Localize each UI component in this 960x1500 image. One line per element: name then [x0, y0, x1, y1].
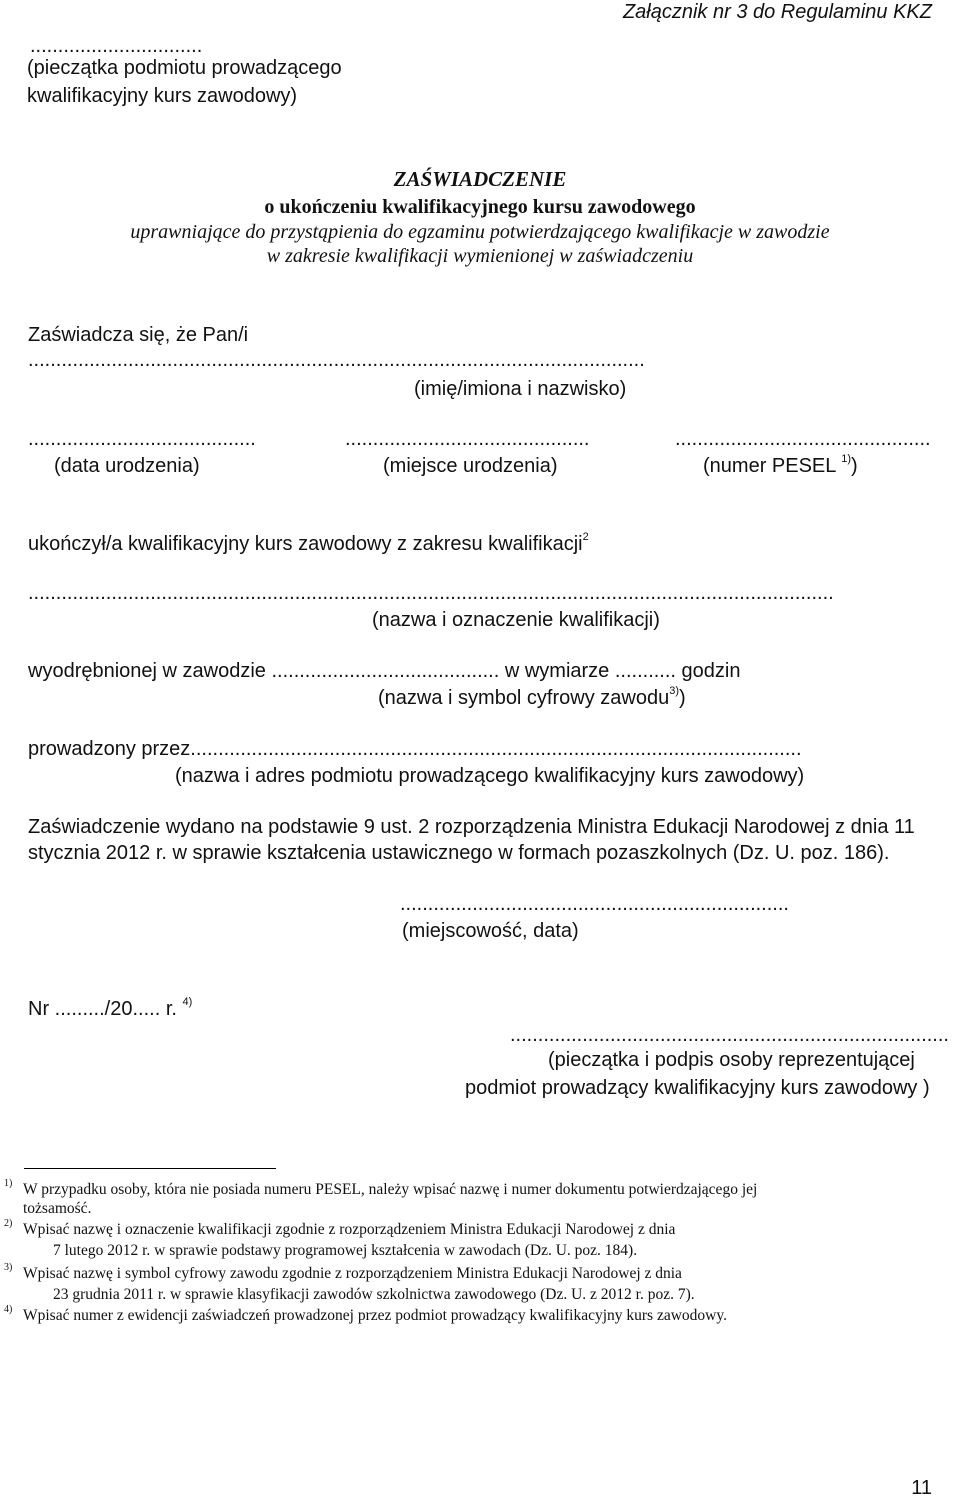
footnote-ref-2: 2: [582, 531, 589, 544]
footnote-4-mark: 4): [4, 1304, 13, 1315]
signature-dots: ...............................................................................: [510, 1024, 949, 1046]
legal-basis-line2: stycznia 2012 r. w sprawie kształcenia ustawicznego w formach pozaszkolnych (Dz. U. poz. 186).: [28, 842, 890, 864]
name-dots: ...............................................................................................................: [28, 349, 645, 371]
qualification-dots: .................................................................................................................................................: [28, 582, 834, 604]
qualification-caption: (nazwa i oznaczenie kwalifikacji): [372, 609, 660, 631]
footnote-separator: [24, 1168, 276, 1169]
certificate-number: Nr ........./20..... r. $^{4)}$: [28, 996, 193, 1020]
stamp-caption-line1: (pieczątka podmiotu prowadzącego: [27, 57, 342, 79]
footnote-1-text-line1: W przypadku osoby, która nie posiada numeru PESEL, należy wpisać nazwę i numer dokumentu potwierdzającego jej: [23, 1181, 758, 1198]
footnote-2-text-line2: 7 lutego 2012 r. w sprawie podstawy programowej kształcenia w zawodach (Dz. U. poz. 184).: [53, 1242, 638, 1259]
footnote-3-mark: 3): [4, 1262, 13, 1273]
stamp-caption-line2: kwalifikacyjny kurs zawodowy): [27, 85, 298, 107]
pob-dots: ............................................: [345, 428, 590, 450]
footnote-3-text-line1: Wpisać nazwę i symbol cyfrowy zawodu zgodnie z rozporządzeniem Ministra Edukacji Narodowej z dnia: [23, 1265, 682, 1282]
footnote-1-text-line2: tożsamość.: [23, 1200, 92, 1217]
stamp-placeholder-dots: ...............................: [30, 35, 203, 57]
footnote-3-text-line2: 23 grudnia 2011 r. w sprawie klasyfikacji zawodów szkolnictwa zawodowego (Dz. U. z 2012 r. poz. 7).: [53, 1286, 695, 1303]
footnote-2-mark: 2): [4, 1218, 13, 1229]
pesel-caption: (numer PESEL $^{1)}$): [703, 453, 858, 477]
conducted-by-line: prowadzony przez..............................................................................................................: [28, 738, 802, 760]
document-subtitle: o ukończeniu kwalifikacyjnego kursu zawodowego: [264, 196, 696, 218]
footnote-ref-1: 1): [841, 453, 851, 466]
footnote-1-mark: 1): [4, 1178, 13, 1189]
page-number: 11: [911, 1477, 932, 1499]
place-date-caption: (miejscowość, data): [402, 920, 579, 942]
course-completed-line: ukończył/a kwalifikacyjny kurs zawodowy z zakresu kwalifikacji$^2$: [28, 531, 589, 555]
document-subtitle-line4: w zakresie kwalifikacji wymienionej w zaświadczeniu: [266, 245, 694, 267]
footnote-4-text-line1: Wpisać numer z ewidencji zaświadczeń prowadzonej przez podmiot prowadzący kwalifikacyjny kurs zawodowy.: [23, 1307, 727, 1324]
name-caption: (imię/imiona i nazwisko): [414, 378, 627, 400]
pesel-dots: ..............................................: [675, 428, 931, 450]
dob-dots: .........................................: [28, 428, 256, 450]
signature-caption-line1: (pieczątka i podpis osoby reprezentującej: [548, 1049, 915, 1071]
certify-intro: Zaświadcza się, że Pan/i: [28, 324, 249, 346]
profession-caption: (nazwa i symbol cyfrowy zawodu$^{3)}$): [378, 685, 686, 709]
dob-caption: (data urodzenia): [54, 455, 200, 477]
document-subtitle-line3: uprawniające do przystąpienia do egzaminu potwierdzającego kwalifikacje w zawodzie: [130, 221, 830, 243]
footnote-ref-4: 4): [182, 996, 193, 1009]
legal-basis-line1: Zaświadczenie wydano na podstawie 9 ust. 2 rozporządzenia Ministra Edukacji Narodowej z dnia 11: [28, 816, 915, 838]
pob-caption: (miejsce urodzenia): [383, 455, 558, 477]
conducted-by-caption: (nazwa i adres podmiotu prowadzącego kwalifikacyjny kurs zawodowy): [175, 765, 805, 787]
annex-label: Załącznik nr 3 do Regulaminu KKZ: [622, 1, 932, 23]
footnote-2-text-line1: Wpisać nazwę i oznaczenie kwalifikacji zgodnie z rozporządzeniem Ministra Edukacji Narodowej z dnia: [23, 1221, 676, 1238]
place-date-dots: ......................................................................: [400, 893, 789, 915]
profession-line: wyodrębnionej w zawodzie ......................................... w wymiarze ........... godzin: [28, 660, 741, 682]
signature-caption-line2: podmiot prowadzący kwalifikacyjny kurs zawodowy ): [465, 1077, 930, 1099]
document-title: ZAŚWIADCZENIE: [393, 167, 567, 191]
footnote-ref-3: 3): [669, 685, 679, 698]
